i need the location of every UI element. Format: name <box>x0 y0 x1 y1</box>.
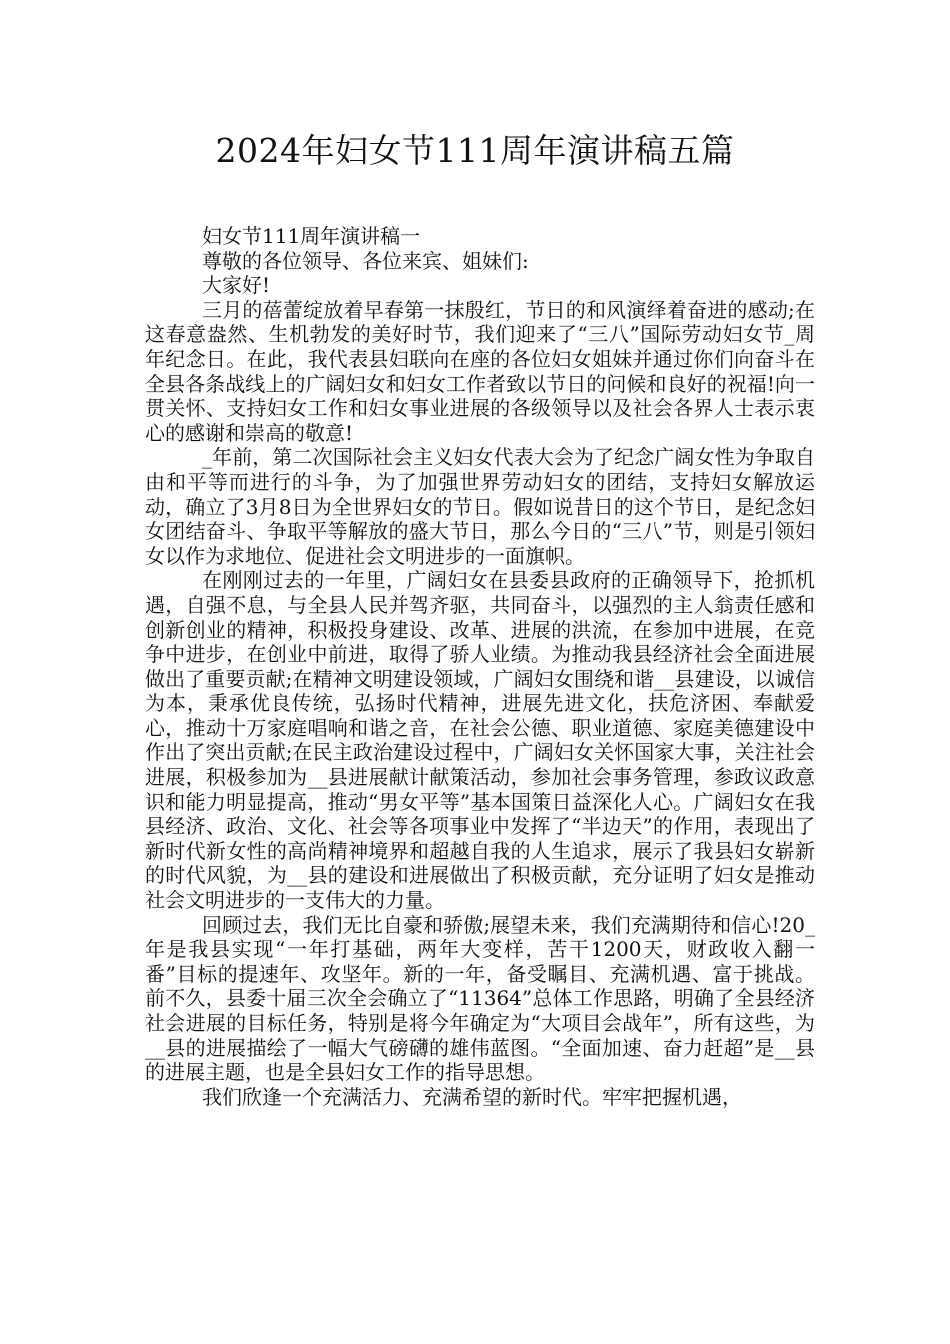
salutation: 尊敬的各位领导、各位来宾、姐妹们: <box>202 248 529 273</box>
paragraph: 在刚刚过去的一年里，广阔妇女在县委县政府的正确领导下，抢抓机遇，自强不息，与全县人民并驾齐驱，共同奋斗，以强烈的主人翁责任感和创新创业的精神，积极投身建设、改革、进展的洪流，在参加中进展，在竞争中进步，在创业中前进，取得了骄人业绩。为推动我县经济社会全面进展做出了重要贡献;在精神文明建设领域，广阔妇女围绕和谐__县建设，以诚信为本，秉承优良传统，弘扬时代精神，进展先进文化，扶危济困、奉献爱心，推动十万家庭唱响和谐之音，在社会公德、职业道德、家庭美德建设中作出了突出贡献;在民主政治建设过程中，广阔妇女关怀国家大事，关注社会进展，积极参加为__县进展献计献策活动，参加社会事务管理，参政议政意识和能力明显提高，推动“男女平等”基本国策日益深化人心。广阔妇女在我县经济、政治、文化、社会等各项事业中发挥了“半边天”的作用，表现出了新时代新女性的高尚精神境界和超越自我的人生追求，展示了我县妇女崭新的时代风貌，为__县的建设和进展做出了积极贡献，充分证明了妇女是推动社会文明进步的一支伟大的力量。 <box>145 568 815 913</box>
paragraph: 我们欣逢一个充满活力、充满希望的新时代。牢牢把握机遇， <box>202 1084 742 1109</box>
section-heading: 妇女节111周年演讲稿一 <box>202 224 421 248</box>
paragraph: _年前，第二次国际社会主义妇女代表大会为了纪念广阔女性为争取自由和平等而进行的斗争，为了加强世界劳动妇女的团结，支持妇女解放运动，确立了3月8日为全世界妇女的节日。假如说昔日的这个节日，是纪念妇女团结奋斗、争取平等解放的盛大节日，那么今日的“三八”节，则是引领妇女以作为求地位、促进社会文明进步的一面旗帜。 <box>145 445 815 568</box>
document-body <box>145 224 815 1109</box>
paragraph: 三月的蓓蕾绽放着早春第一抹殷红，节日的和风演绎着奋进的感动;在这春意盎然、生机勃发的美好时节，我们迎来了“三八”国际劳动妇女节_周年纪念日。在此，我代表县妇联向在座的各位妇女姐妹并通过你们向奋斗在全县各条战线上的广阔妇女和妇女工作者致以节日的问候和良好的祝福!向一贯关怀、支持妇女工作和妇女事业进展的各级领导以及社会各界人士表示衷心的感谢和崇高的敬意! <box>145 297 815 445</box>
greeting: 大家好! <box>202 273 271 298</box>
paragraph: 回顾过去，我们无比自豪和骄傲;展望未来，我们充满期待和信心!20_年是我县实现“一年打基础，两年大变样，苦干1200天，财政收入翻一番”目标的提速年、攻坚年。新的一年，备受瞩目、充满机遇、富于挑战。前不久，县委十届三次全会确立了“11364”总体工作思路，明确了全县经济社会进展的目标任务，特别是将今年确定为“大项目会战年”，所有这些，为__县的进展描绘了一幅大气磅礴的雄伟蓝图。“全面加速、奋力赶超”是__县的进展主题，也是全县妇女工作的指导思想。 <box>145 912 815 1085</box>
document-title: 2024年妇女节111周年演讲稿五篇 <box>215 131 735 170</box>
